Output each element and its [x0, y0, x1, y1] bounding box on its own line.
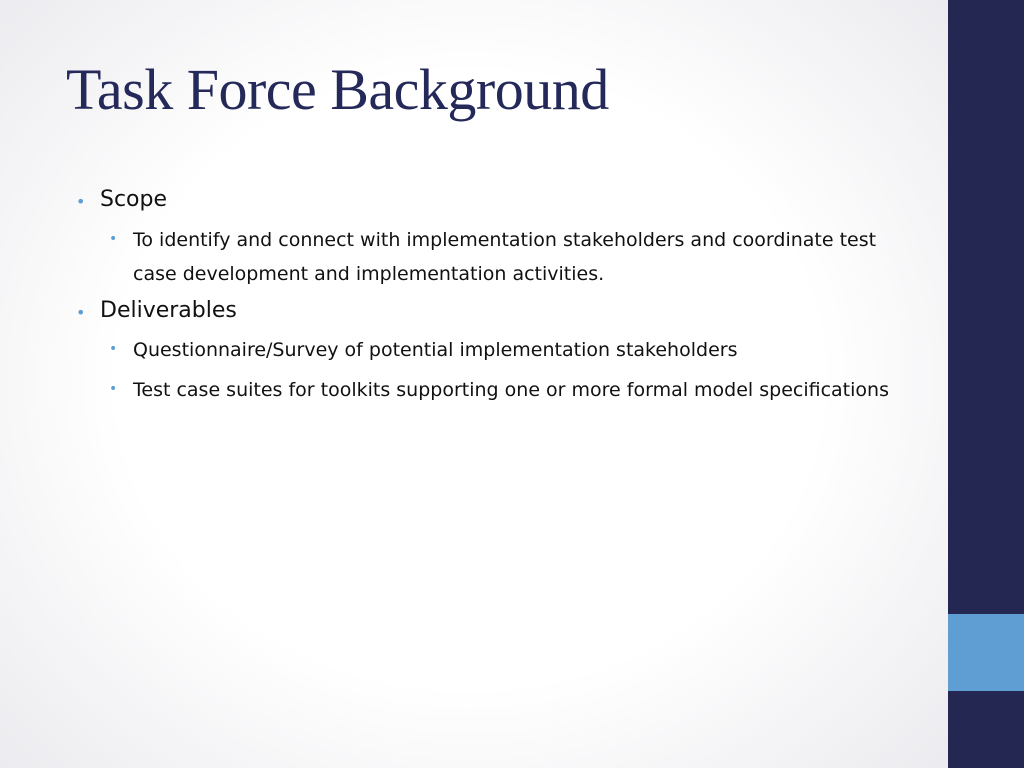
bullet-dot-icon: • [76, 302, 86, 322]
sub-bullet-test-case-suites [109, 373, 916, 407]
bullet-text: To identify and connect with implementation stakeholders and coordinate test case development and implementation activities. [133, 228, 877, 285]
bullet-text: Scope [100, 187, 168, 212]
bullet-deliverables [76, 297, 916, 326]
slide-title: Task Force Background [66, 57, 609, 122]
sidebar-accent-block [948, 614, 1024, 691]
sub-bullet-questionnaire [109, 333, 916, 367]
bullet-dot-icon: • [109, 230, 118, 247]
bullet-dot-icon: • [76, 192, 86, 211]
bullet-text: Test case suites for toolkits supporting one or more formal model specifications [133, 379, 889, 402]
bullet-text: Questionnaire/Survey of potential implementation stakeholders [133, 339, 738, 362]
sub-bullet-scope-description [109, 223, 916, 291]
bullet-text: Deliverables [100, 297, 237, 323]
bullet-scope [76, 186, 916, 215]
bullet-dot-icon: • [109, 341, 118, 358]
bullet-list [76, 186, 916, 413]
bullet-dot-icon: • [109, 381, 118, 398]
